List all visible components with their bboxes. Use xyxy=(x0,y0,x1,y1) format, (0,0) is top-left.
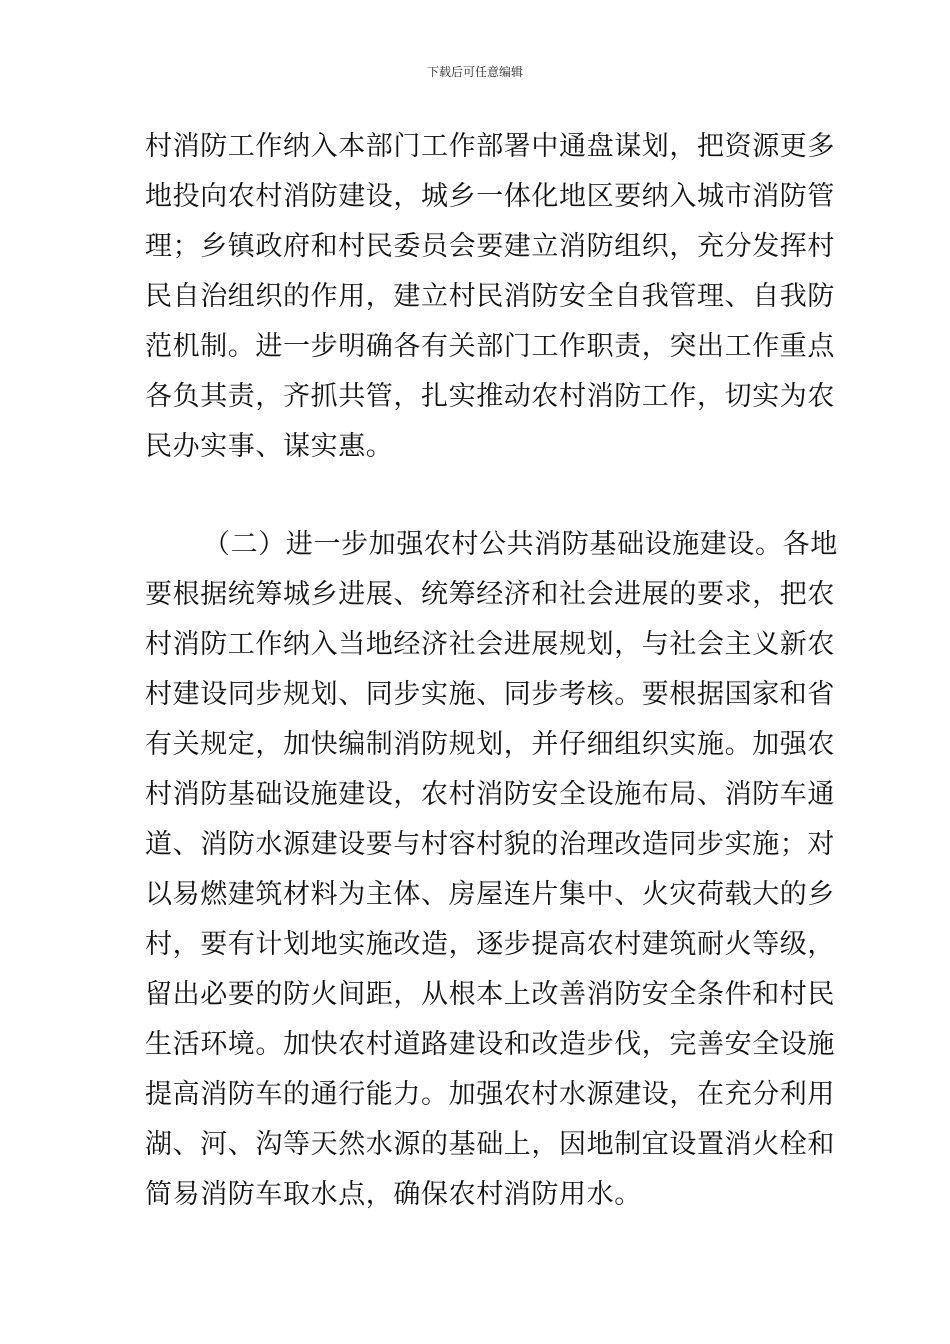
text-line: 村消防工作纳入本部门工作部署中通盘谋划，把资源更多 xyxy=(145,131,835,162)
text-line: 以易燃建筑材料为主体、房屋连片集中、火灾荷载大的乡 xyxy=(145,879,835,910)
text-line: 要根据统筹城乡进展、统筹经济和社会进展的要求，把农 xyxy=(145,579,835,610)
text-line: 有关规定，加快编制消防规划，并仔细组织实施。加强农 xyxy=(145,729,835,760)
text-line: 地投向农村消防建设，城乡一体化地区要纳入城市消防管 xyxy=(145,181,835,212)
page-header-note: 下载后可任意编辑 xyxy=(426,65,523,79)
text-line: 民自治组织的作用，建立村民消防安全自我管理、自我防 xyxy=(145,281,835,312)
paragraph-section-two xyxy=(145,520,838,1220)
text-line: 道、消防水源建设要与村容村貌的治理改造同步实施；对 xyxy=(145,829,835,860)
text-line: 生活环境。加快农村道路建设和改造步伐，完善安全设施 xyxy=(145,1029,835,1060)
text-line: 提高消防车的通行能力。加强农村水源建设，在充分利用 xyxy=(145,1079,835,1110)
paragraph-continued xyxy=(145,122,835,472)
text-line: 村消防基础设施建设，农村消防安全设施布局、消防车通 xyxy=(145,779,835,810)
text-line: 湖、河、沟等天然水源的基础上，因地制宜设置消火栓和 xyxy=(145,1129,835,1160)
section-heading-line: （二）进一步加强农村公共消防基础设施建设。各地 xyxy=(203,529,838,560)
text-line: 范机制。进一步明确各有关部门工作职责，突出工作重点 xyxy=(145,331,835,362)
text-line: 村消防工作纳入当地经济社会进展规划，与社会主义新农 xyxy=(145,629,835,660)
text-line: 村，要有计划地实施改造，逐步提高农村建筑耐火等级， xyxy=(145,929,835,960)
text-line: 各负其责，齐抓共管，扎实推动农村消防工作，切实为农 xyxy=(145,381,835,412)
text-line: 理；乡镇政府和村民委员会要建立消防组织，充分发挥村 xyxy=(145,231,835,262)
text-line: 简易消防车取水点，确保农村消防用水。 xyxy=(145,1179,642,1210)
text-line: 民办实事、谋实惠。 xyxy=(145,431,394,462)
text-line: 留出必要的防火间距，从根本上改善消防安全条件和村民 xyxy=(145,979,835,1010)
text-line: 村建设同步规划、同步实施、同步考核。要根据国家和省 xyxy=(145,679,835,710)
